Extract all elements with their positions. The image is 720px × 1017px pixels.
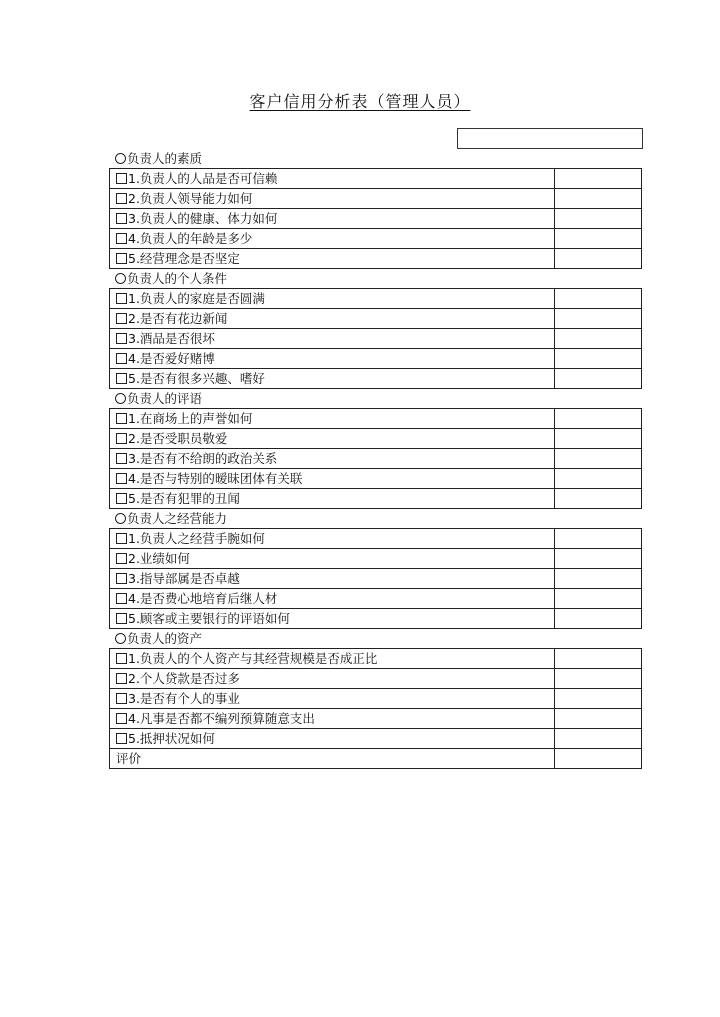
table-row [110, 309, 641, 329]
answer-cell[interactable] [555, 369, 641, 388]
question-cell [110, 429, 555, 448]
table-row [110, 529, 641, 549]
section-table [109, 408, 642, 509]
checkbox[interactable] [116, 253, 127, 264]
answer-cell[interactable] [555, 309, 641, 328]
question-text: 3.负责人的健康、体力如何 [128, 211, 278, 226]
table-row [110, 249, 641, 269]
question-cell [110, 469, 555, 488]
table-row [110, 429, 641, 449]
question-text: 4.凡事是否都不编列预算随意支出 [128, 711, 315, 726]
answer-cell[interactable] [555, 469, 641, 488]
table-row [110, 329, 641, 349]
question-text: 4.是否费心地培育后继人材 [128, 591, 278, 606]
question-text: 1.负责人的家庭是否圆满 [128, 291, 265, 306]
checkbox[interactable] [116, 653, 127, 664]
section-heading-text: 负责人的素质 [127, 151, 203, 166]
question-text: 2.负责人领导能力如何 [128, 191, 253, 206]
checkbox[interactable] [116, 313, 127, 324]
checkbox[interactable] [116, 673, 127, 684]
checkbox[interactable] [116, 693, 127, 704]
evaluation-row [110, 749, 641, 769]
evaluation-label-cell [110, 749, 555, 768]
answer-cell[interactable] [555, 329, 641, 348]
answer-cell[interactable] [555, 209, 641, 228]
title-text: 客户信用分析表（管理人员） [249, 92, 471, 111]
question-text: 5.抵押状况如何 [128, 731, 215, 746]
section-heading [109, 269, 642, 288]
answer-cell[interactable] [555, 549, 641, 568]
section-heading [109, 149, 642, 168]
answer-cell[interactable] [555, 409, 641, 428]
question-cell [110, 689, 555, 708]
question-cell [110, 589, 555, 608]
answer-cell[interactable] [555, 589, 641, 608]
checkbox[interactable] [116, 413, 127, 424]
question-text: 3.是否有个人的事业 [128, 691, 240, 706]
section-table [109, 648, 642, 769]
table-row [110, 349, 641, 369]
checkbox[interactable] [116, 433, 127, 444]
checkbox[interactable] [116, 333, 127, 344]
question-cell [110, 569, 555, 588]
section-heading-text: 负责人的资产 [127, 631, 203, 646]
section-table [109, 528, 642, 629]
question-cell [110, 609, 555, 628]
question-text: 1.负责人的人品是否可信赖 [128, 171, 278, 186]
answer-cell[interactable] [555, 709, 641, 728]
question-text: 5.是否有犯罪的丑闻 [128, 491, 240, 506]
question-text: 5.顾客或主要银行的评语如何 [128, 611, 290, 626]
question-cell [110, 229, 555, 248]
section-table [109, 288, 642, 389]
table-row [110, 209, 641, 229]
question-cell [110, 449, 555, 468]
question-text: 5.经营理念是否坚定 [128, 251, 240, 266]
answer-cell[interactable] [555, 189, 641, 208]
answer-cell[interactable] [555, 729, 641, 748]
section-heading-text: 负责人的个人条件 [127, 271, 228, 286]
checkbox[interactable] [116, 613, 127, 624]
table-row [110, 449, 641, 469]
question-text: 2.是否受职员敬爱 [128, 431, 228, 446]
checkbox[interactable] [116, 733, 127, 744]
answer-cell[interactable] [555, 669, 641, 688]
section-heading-text: 负责人之经营能力 [127, 511, 228, 526]
answer-cell[interactable] [555, 349, 641, 368]
table-row [110, 609, 641, 629]
checkbox[interactable] [116, 473, 127, 484]
question-cell [110, 489, 555, 508]
checkbox[interactable] [116, 553, 127, 564]
question-text: 4.是否爱好赌博 [128, 351, 215, 366]
question-cell [110, 529, 555, 548]
question-cell [110, 189, 555, 208]
question-text: 5.是否有很多兴趣、嗜好 [128, 371, 265, 386]
question-cell [110, 409, 555, 428]
question-cell [110, 329, 555, 348]
table-row [110, 369, 641, 389]
question-text: 2.个人贷款是否过多 [128, 671, 240, 686]
answer-cell[interactable] [555, 529, 641, 548]
table-row [110, 489, 641, 509]
answer-cell[interactable] [555, 689, 641, 708]
table-row [110, 649, 641, 669]
answer-cell[interactable] [555, 229, 641, 248]
question-cell [110, 249, 555, 268]
table-row [110, 569, 641, 589]
evaluation-label: 评价 [116, 751, 142, 766]
answer-cell[interactable] [555, 169, 641, 188]
table-row [110, 229, 641, 249]
checkbox[interactable] [116, 533, 127, 544]
table-row [110, 709, 641, 729]
table-row [110, 689, 641, 709]
question-cell [110, 649, 555, 668]
question-text: 1.负责人之经营手腕如何 [128, 531, 265, 546]
question-text: 2.业绩如何 [128, 551, 190, 566]
table-row [110, 169, 641, 189]
answer-cell[interactable] [555, 609, 641, 628]
question-cell [110, 709, 555, 728]
checkbox[interactable] [116, 293, 127, 304]
question-text: 4.负责人的年龄是多少 [128, 231, 253, 246]
section-heading [109, 509, 642, 528]
question-cell [110, 289, 555, 308]
table-row [110, 549, 641, 569]
checkbox[interactable] [116, 493, 127, 504]
table-row [110, 669, 641, 689]
question-cell [110, 209, 555, 228]
checkbox[interactable] [116, 173, 127, 184]
credit-analysis-form [109, 149, 642, 769]
circle-icon [115, 393, 126, 404]
question-cell [110, 729, 555, 748]
table-row [110, 409, 641, 429]
checkbox[interactable] [116, 353, 127, 364]
circle-icon [115, 513, 126, 524]
table-row [110, 729, 641, 749]
answer-cell[interactable] [555, 569, 641, 588]
question-text: 4.是否与特别的暧昧团体有关联 [128, 471, 303, 486]
section-table [109, 168, 642, 269]
question-text: 2.是否有花边新闻 [128, 311, 228, 326]
section-heading [109, 629, 642, 648]
checkbox[interactable] [116, 453, 127, 464]
table-row [110, 469, 641, 489]
question-text: 3.指导部属是否卓越 [128, 571, 240, 586]
question-cell [110, 369, 555, 388]
question-text: 3.是否有不给朗的政治关系 [128, 451, 278, 466]
checkbox[interactable] [116, 713, 127, 724]
table-row [110, 289, 641, 309]
checkbox[interactable] [116, 593, 127, 604]
section-heading [109, 389, 642, 408]
table-row [110, 589, 641, 609]
circle-icon [115, 633, 126, 644]
answer-cell[interactable] [555, 249, 641, 268]
document-title [0, 89, 720, 112]
question-text: 3.酒品是否很坏 [128, 331, 215, 346]
answer-cell[interactable] [555, 289, 641, 308]
question-cell [110, 349, 555, 368]
circle-icon [115, 153, 126, 164]
question-cell [110, 669, 555, 688]
answer-cell[interactable] [555, 429, 641, 448]
question-cell [110, 169, 555, 188]
answer-cell[interactable] [555, 449, 641, 468]
checkbox[interactable] [116, 573, 127, 584]
header-input-box[interactable] [457, 128, 643, 149]
question-text: 1.在商场上的声誉如何 [128, 411, 253, 426]
table-row [110, 189, 641, 209]
checkbox[interactable] [116, 193, 127, 204]
question-cell [110, 309, 555, 328]
checkbox[interactable] [116, 373, 127, 384]
section-heading-text: 负责人的评语 [127, 391, 203, 406]
checkbox[interactable] [116, 233, 127, 244]
question-cell [110, 549, 555, 568]
answer-cell[interactable] [555, 489, 641, 508]
question-text: 1.负责人的个人资产与其经营规模是否成正比 [128, 651, 378, 666]
circle-icon [115, 273, 126, 284]
evaluation-answer-cell[interactable] [555, 749, 641, 768]
answer-cell[interactable] [555, 649, 641, 668]
checkbox[interactable] [116, 213, 127, 224]
